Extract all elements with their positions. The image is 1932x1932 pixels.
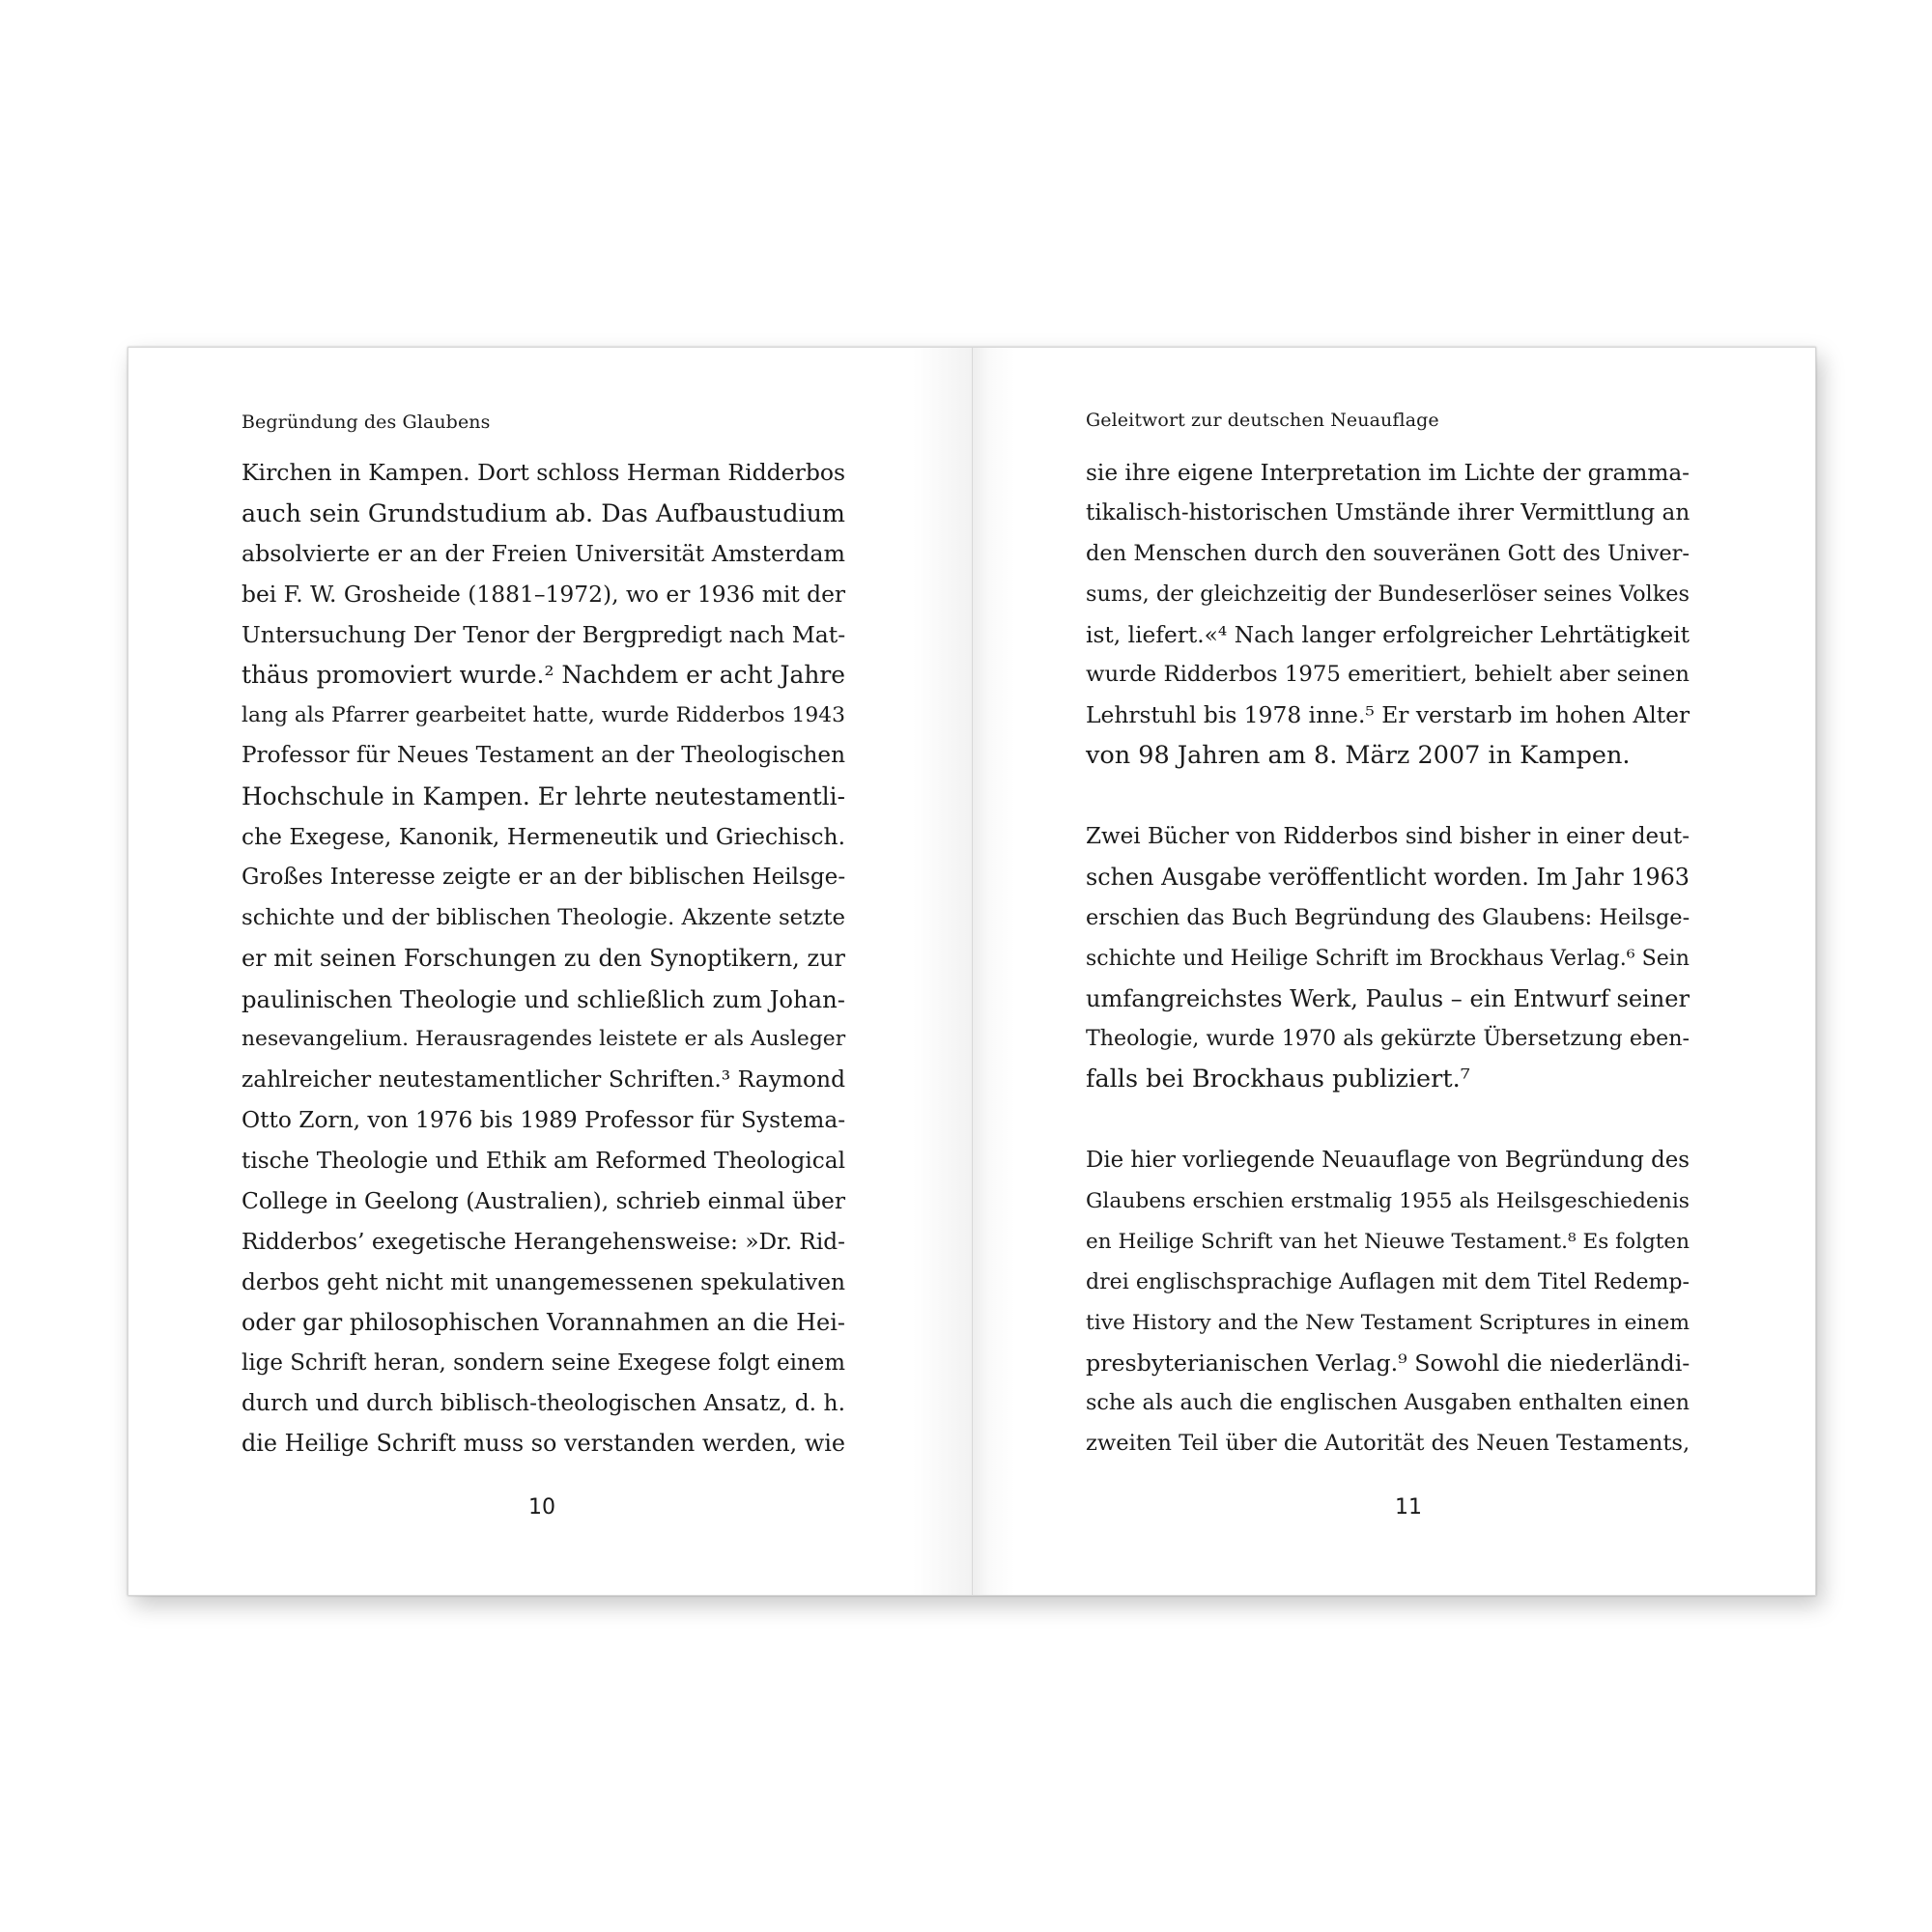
text-line: bei F. W. Grosheide (1881–1972), wo er 1936 mit der [242, 580, 846, 608]
left-page [128, 347, 972, 1596]
text-line: tikalisch-historischen Umstände ihrer Vermittlung an [1086, 499, 1690, 526]
text-line: Zwei Bücher von Ridderbos sind bisher in einer deut- [1086, 824, 1690, 850]
text-line: ist, liefert.«⁴ Nach langer erfolgreicher Lehrtätigkeit [1086, 621, 1690, 648]
text-line: lang als Pfarrer gearbeitet hatte, wurde Ridderbos 1943 [242, 703, 845, 728]
text-line: Kirchen in Kampen. Dort schloss Herman Ridderbos [242, 459, 846, 486]
text-line: umfangreichstes Werk, Paulus – ein Entwurf seiner [1086, 984, 1690, 1012]
text-line: er mit seinen Forschungen zu den Synoptikern, zur [242, 944, 845, 972]
right-body-text [1086, 453, 1690, 1464]
text-line: falls bei Brockhaus publiziert.⁷ [1086, 1065, 1470, 1094]
left-body-text [242, 453, 845, 1464]
text-line: nesevangelium. Herausragendes leistete er als Ausleger [242, 1027, 846, 1052]
page-number-right: 11 [1395, 1495, 1422, 1520]
text-line: tive History and the New Testament Scriptures in einem [1086, 1310, 1690, 1335]
text-line: den Menschen durch den souveränen Gott des Univer- [1086, 540, 1690, 566]
text-line: durch und durch biblisch-theologischen Ansatz, d. h. [242, 1389, 845, 1417]
text-line: sums, der gleichzeitig der Bundeserlöser seines Volkes [1086, 581, 1690, 607]
text-line: Hochschule in Kampen. Er lehrte neutestamentli- [242, 782, 845, 811]
text-line: College in Geelong (Australien), schrieb einmal über [242, 1187, 845, 1215]
text-line: Theologie, wurde 1970 als gekürzte Übersetzung eben- [1086, 1026, 1690, 1052]
text-line: Professor für Neues Testament an der Theologischen [242, 743, 845, 769]
text-line: zahlreicher neutestamentlicher Schriften.³ Raymond [242, 1065, 845, 1094]
text-line: erschien das Buch Begründung des Glaubens: Heilsge- [1086, 904, 1690, 930]
text-line: Lehrstuhl bis 1978 inne.⁵ Er verstarb im hohen Alter [1086, 701, 1690, 729]
text-line: sche als auch die englischen Ausgaben enthalten einen [1086, 1390, 1690, 1416]
text-line: auch sein Grundstudium ab. Das Aufbaustudium [242, 497, 845, 527]
text-line: schen Ausgabe veröffentlicht worden. Im Jahr 1963 [1086, 863, 1690, 891]
text-line: tische Theologie und Ethik am Reformed Theological [242, 1148, 845, 1175]
text-line: die Heilige Schrift muss so verstanden werden, wie [242, 1430, 845, 1458]
text-line: thäus promoviert wurde.² Nachdem er acht Jahre [242, 661, 845, 690]
text-line: Otto Zorn, von 1976 bis 1989 Professor für Systema- [242, 1107, 846, 1134]
running-head-left: Begründung des Glaubens [242, 412, 491, 433]
paragraph-gap [1086, 1100, 1690, 1141]
text-line: von 98 Jahren am 8. März 2007 in Kampen. [1086, 741, 1631, 771]
text-line: absolvierte er an der Freien Universität Amsterdam [242, 539, 845, 567]
text-line: lige Schrift heran, sondern seine Exegese folgt einem [242, 1350, 845, 1376]
text-line: derbos geht nicht mit unangemessenen spekulativen [242, 1268, 845, 1295]
text-line: Die hier vorliegende Neuauflage von Begründung des [1086, 1148, 1690, 1174]
paragraph-gap [1086, 777, 1690, 817]
running-head-right: Geleitwort zur deutschen Neuauflage [1086, 410, 1439, 431]
text-line: Ridderbos’ exegetische Herangehensweise: »Dr. Rid- [242, 1228, 845, 1255]
text-line: oder gar philosophischen Vorannahmen an die Hei- [242, 1308, 845, 1336]
book-spread [128, 347, 1816, 1596]
text-line: Untersuchung Der Tenor der Bergpredigt nach Mat- [242, 620, 846, 648]
text-line: Glaubens erschien erstmalig 1955 als Heilsgeschiedenis [1086, 1189, 1690, 1214]
text-line: sie ihre eigene Interpretation im Lichte der gramma- [1086, 460, 1690, 486]
text-line: schichte und Heilige Schrift im Brockhaus Verlag.⁶ Sein [1086, 946, 1690, 971]
right-page [972, 347, 1816, 1596]
text-line: che Exegese, Kanonik, Hermeneutik und Griechisch. [242, 823, 845, 851]
text-line: zweiten Teil über die Autorität des Neuen Testaments, [1086, 1431, 1690, 1457]
text-line: drei englischsprachige Auflagen mit dem Titel Redemp- [1086, 1269, 1690, 1294]
text-line: schichte und der biblischen Theologie. Akzente setzte [242, 904, 846, 930]
page-number-left: 10 [528, 1495, 555, 1520]
text-line: presbyterianischen Verlag.⁹ Sowohl die niederländi- [1086, 1349, 1690, 1377]
text-line: wurde Ridderbos 1975 emeritiert, behielt aber seinen [1086, 662, 1690, 688]
text-line: Großes Interesse zeigte er an der biblischen Heilsge- [242, 864, 846, 890]
text-line: en Heilige Schrift van het Nieuwe Testament.⁸ Es folgten [1086, 1229, 1690, 1254]
text-line: paulinischen Theologie und schließlich zum Johan- [242, 984, 845, 1013]
